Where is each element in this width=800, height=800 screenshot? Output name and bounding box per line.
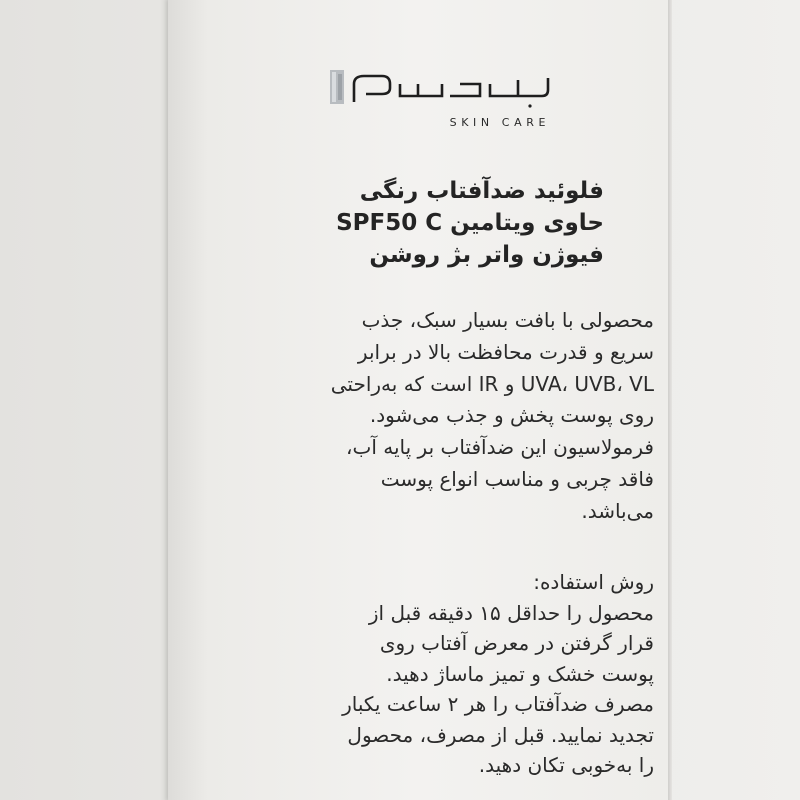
product-title-line: حاوی ویتامین SPF50 C <box>336 210 604 236</box>
product-title <box>184 175 604 271</box>
description-line: UVA، UVB، VL و IR است که به‌راحتی <box>330 371 654 396</box>
box-right-edge <box>668 0 672 800</box>
usage-line: را به‌خوبی تکان دهید. <box>478 753 654 777</box>
usage-line: محصول را حداقل ۱۵ دقیقه قبل از <box>368 600 654 625</box>
product-title-line: فلوئید ضدآفتاب رنگی <box>359 178 604 204</box>
brand-tagline: SKIN CARE <box>449 116 550 129</box>
brand-logo <box>330 66 550 136</box>
description-line: فاقد چربی و مناسب انواع پوست <box>380 466 654 491</box>
usage-line: پوست خشک و تمیز ماساژ دهید. <box>386 661 654 686</box>
usage-instructions <box>194 567 654 781</box>
usage-heading: روش استفاده: <box>533 570 654 594</box>
description-line: می‌باشد. <box>581 498 654 523</box>
description-line: سریع و قدرت محافظت بالا در برابر <box>357 339 654 364</box>
brand-logo-mark <box>330 66 550 110</box>
description-line: فرمولاسیون این ضدآفتاب بر پایه آب، <box>346 435 654 460</box>
usage-line: قرار گرفتن در معرض آفتاب روی <box>379 631 654 655</box>
product-title-line: فیوژن واتر بژ روشن <box>369 242 604 268</box>
product-description <box>194 305 654 528</box>
usage-line: مصرف ضدآفتاب را هر ۲ ساعت یکبار <box>342 692 654 716</box>
description-line: محصولی با بافت بسیار سبک، جذب <box>361 308 654 332</box>
usage-line: تجدید نمایید. قبل از مصرف، محصول <box>347 722 654 747</box>
description-line: روی پوست پخش و جذب می‌شود. <box>369 403 654 428</box>
